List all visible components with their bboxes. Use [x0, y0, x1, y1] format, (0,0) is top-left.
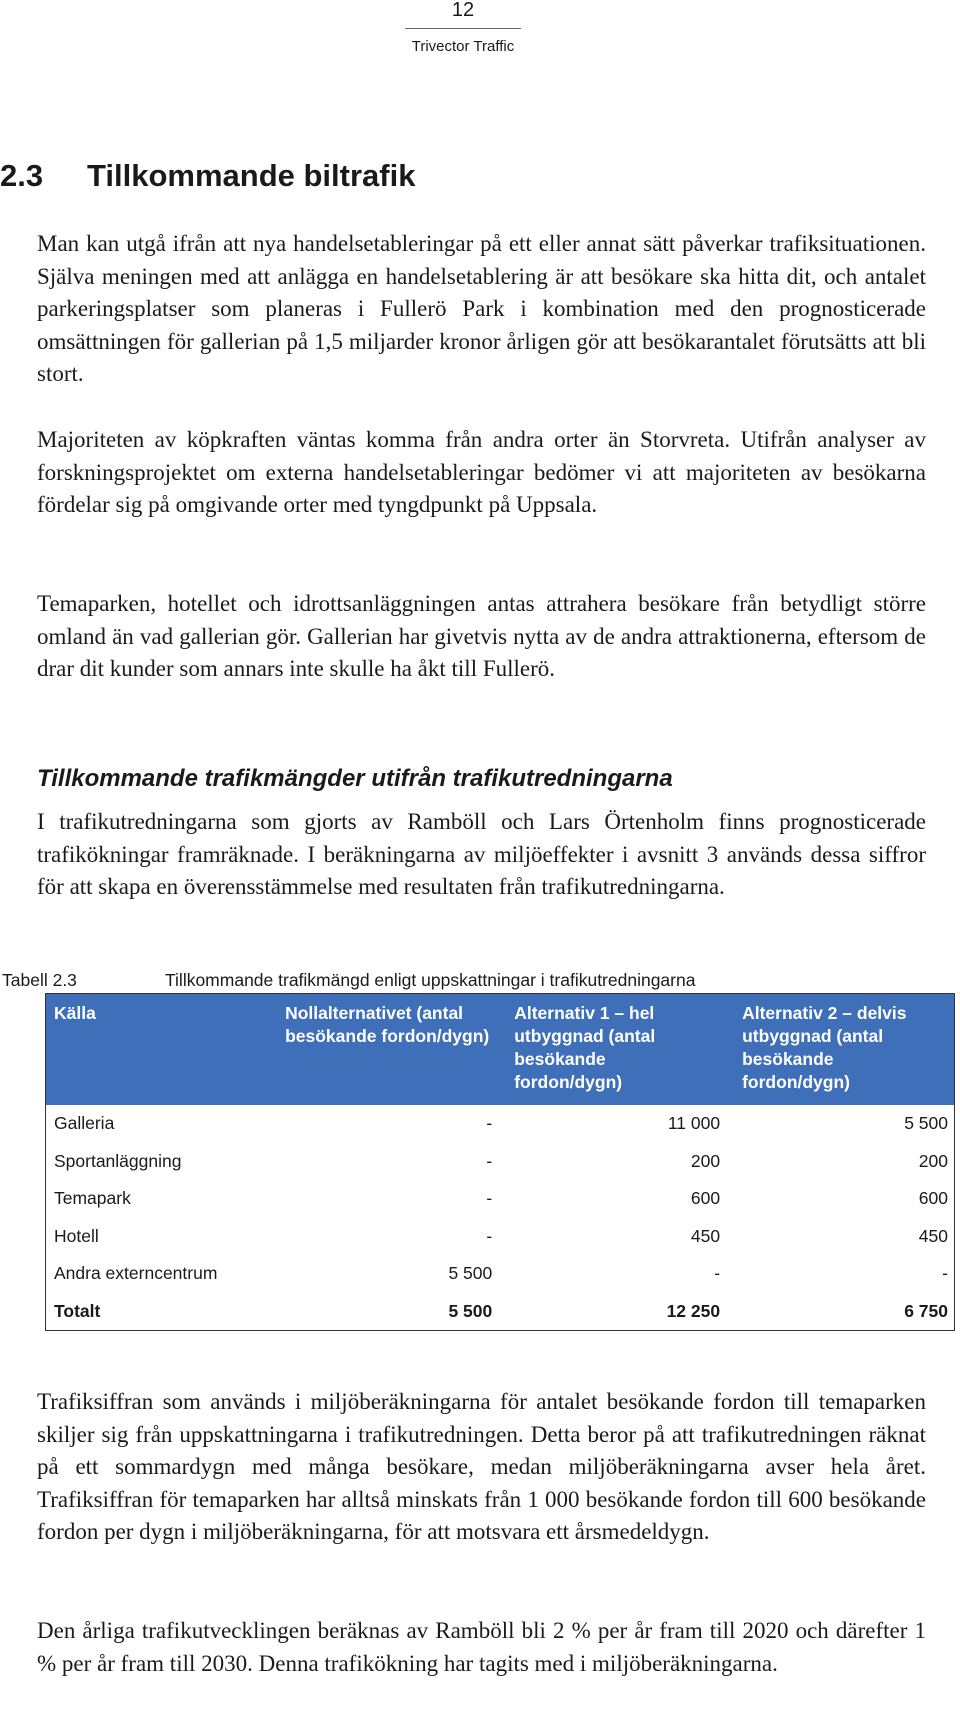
header-nollalternativet: Nollalternativet (antal besökande fordon/dygn) [269, 994, 498, 1106]
header-alternativ-1: Alternativ 1 – hel utbyggnad (antal besökande fordon/dygn) [498, 994, 726, 1106]
section-heading [0, 158, 415, 194]
cell-value: - [486, 1113, 493, 1133]
cell-value: - [486, 1150, 493, 1171]
table-row [46, 1180, 955, 1218]
paragraph-trafikutveckling: Den årliga trafikutvecklingen beräknas av Ramböll bli 2 % per år fram till 2020 och därefter 1 % per år fram till 2030. Denna trafikökning har tagits med i miljöberäkningarna. [37, 1618, 926, 1676]
table-caption-label: Tabell 2.3 [2, 970, 77, 990]
row-label: Sportanläggning [54, 1150, 182, 1171]
row-label: Hotell [54, 1225, 99, 1246]
header-rule [405, 28, 521, 29]
table-row [46, 1218, 955, 1256]
table-row [46, 1255, 955, 1293]
table-row [46, 1143, 955, 1181]
subheading: Tillkommande trafikmängder utifrån trafikutredningarna [37, 765, 673, 792]
cell-value: 600 [918, 1188, 948, 1208]
paragraph-intro: Man kan utgå ifrån att nya handelsetableringar på ett eller annat sätt påverkar trafiksituationen. Själva meningen med att anlägga en handelsetablering är att besökare ska hitta dit, och antalet parkeringsplatser som planeras i Fullerö Park i kombination med den prognosticerade omsättningen för gallerian på 1,5 miljarder kronor årligen gör att besökarantalet förutsätts att bli stort. [37, 231, 926, 386]
traffic-table [45, 993, 955, 1331]
header-kalla: Källa [46, 994, 270, 1106]
total-value: 5 500 [448, 1300, 493, 1321]
table-caption-title: Tillkommande trafikmängd enligt uppskattningar i trafikutredningarna [165, 970, 696, 990]
table-total-row [46, 1293, 955, 1331]
header-alternativ-2: Alternativ 2 – delvis utbyggnad (antal besökande fordon/dygn) [726, 994, 954, 1106]
row-label: Andra externcentrum [54, 1263, 218, 1283]
page-number: 12 [451, 0, 475, 21]
cell-value: 200 [690, 1150, 721, 1171]
table-row [46, 1105, 955, 1143]
paragraph-kopkraft: Majoriteten av köpkraften väntas komma från andra orter än Storvreta. Utifrån analyser av forskningsprojektet om externa handelsetableringar bedömer vi att majoriteten av besökarna fördelar sig på omgivande orter med tyngdpunkt på Uppsala. [37, 427, 926, 517]
row-label: Galleria [54, 1113, 115, 1133]
header-company: Trivector Traffic [411, 38, 515, 55]
paragraph-temapark: Temaparken, hotellet och idrottsanläggningen antas attrahera besökare från betydligt större omland än vad gallerian gör. Gallerian har givetvis nytta av de andra attraktionerna, eftersom de drar dit kunder som annars inte skulle ha åkt till Fullerö. [37, 591, 926, 681]
section-number: 2.3 [0, 158, 44, 193]
table-header-row [46, 994, 955, 1106]
total-label: Totalt [54, 1300, 101, 1321]
paragraph-trafiksiffran: Trafiksiffran som används i miljöberäkningarna för antalet besökande fordon till temaparken skiljer sig från uppskattningarna i trafikutredningen. Detta beror på att trafikutredningen räknat på ett sommardygn med många besökare, medan miljöberäkningarna avser hela året. Trafiksiffran för temaparken har alltså minskats från 1 000 besökande fordon till 600 besökande fordon per dygn i miljöberäkningarna, för att motsvara ett årsmedeldygn. [37, 1389, 926, 1544]
cell-value: 11 000 [667, 1113, 721, 1133]
cell-value: 450 [918, 1225, 948, 1246]
cell-value: 5 500 [904, 1113, 948, 1133]
cell-value: - [486, 1188, 493, 1208]
cell-value: - [486, 1225, 493, 1246]
cell-value: 600 [690, 1188, 721, 1208]
cell-value: - [714, 1263, 721, 1283]
paragraph-trafikutredningar: I trafikutredningarna som gjorts av Ramböll och Lars Örtenholm finns prognosticerade trafikökningar framräknade. I beräkningarna av miljöeffekter i avsnitt 3 används dessa siffror för att skapa en överensstämmelse med resultaten från trafikutredningarna. [37, 809, 926, 899]
total-value: 6 750 [904, 1300, 948, 1321]
cell-value: 5 500 [448, 1263, 493, 1283]
row-label: Temapark [54, 1188, 131, 1208]
cell-value: 450 [690, 1225, 721, 1246]
section-title: Tillkommande biltrafik [87, 158, 416, 193]
total-value: 12 250 [666, 1300, 721, 1321]
cell-value: - [942, 1263, 948, 1283]
cell-value: 200 [918, 1150, 948, 1171]
